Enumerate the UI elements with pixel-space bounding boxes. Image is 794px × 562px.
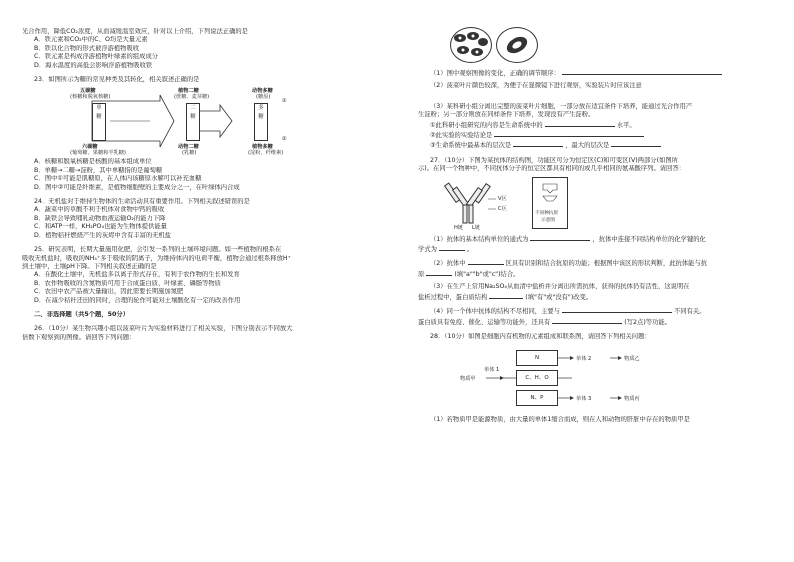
answer-blank[interactable] <box>611 140 661 147</box>
element-np-box: N、P <box>516 390 558 406</box>
plant-polysaccharide-label: 植物多糖 <box>252 144 273 151</box>
q27-sub-1b <box>418 244 770 254</box>
q27-sub-4b-text: 蛋白质具有免疫、催化、运输等功能外，还具有 <box>418 318 551 326</box>
answer-blank[interactable] <box>562 68 722 75</box>
q26-sub-3a-text: ①此科研小组研究的内容是生命系统中的 <box>430 121 543 129</box>
antigen-box <box>532 177 568 229</box>
q27-sub-4 <box>418 306 770 316</box>
option-a: A．核糖和脱氧核糖是核酸的基本组成单位 <box>34 158 152 166</box>
polysaccharide-box <box>254 103 268 141</box>
antigen-box-label-2: 示意图 <box>541 217 555 223</box>
micrograph-high <box>496 27 538 63</box>
hexose-sub: (葡萄糖、果糖和半乳糖) <box>70 150 126 157</box>
option-c: C．和ATP一样，KH₂PO₄也能为生物体提供能量 <box>34 223 167 231</box>
poly-label: 多 糖 <box>258 105 264 121</box>
q27-sub-1-text: （1）抗体的基本结构单位的通式为 <box>430 235 529 243</box>
option-b: B．缺铁会导致哺乳动物血液运输O₂的能力下降 <box>34 214 166 222</box>
mono-label: 单 糖 <box>96 105 102 121</box>
text-line: 到土壤中，土壤pH下降。下列相关叙述正确的是 <box>22 262 157 270</box>
plant-polysaccharide-sub: (淀粉、纤维素) <box>248 150 284 157</box>
answer-blank[interactable] <box>426 269 452 276</box>
q26-sub-3a <box>418 120 770 130</box>
q26-sub-2: （2）菠菜叶片颜色较深，为便于在显微镜下进行观察，实验装片时应该注意 <box>430 82 642 90</box>
micrograph-low <box>450 27 492 63</box>
right-column <box>418 22 770 425</box>
plant-disaccharide-label: 植物二糖 <box>178 88 199 95</box>
text-line: 生淀粉；另一部分则放在同样条件下培养，发现没有产生淀粉。 <box>418 111 595 119</box>
q27-sub-4b-end: (写2点)等功能。 <box>624 318 671 326</box>
animal-disaccharide-label: 动物二糖 <box>178 144 199 151</box>
q27-sub-4b <box>418 317 770 327</box>
q27-sub-2b-text: 原 <box>418 270 425 278</box>
q27-sub-3b <box>418 292 770 302</box>
pentose-label: 五碳糖 <box>80 88 96 95</box>
q27-sub-4-end: 不同有关。 <box>673 308 706 316</box>
animal-disaccharide-sub: (乳糖) <box>182 150 197 157</box>
q27-sub-1 <box>418 234 770 244</box>
text-line: 吸收无机盐时，吸收的NH₄⁺多于吸收的阴离子，为维持体内的电荷平衡，植物会通过根系释放H⁺ <box>22 254 291 262</box>
q27-sub-1-cont: ，抗体中连接不同结构单位的化学键的化 <box>592 235 706 243</box>
plant-disaccharide-sub: (蔗糖、麦芽糖) <box>174 94 210 101</box>
option-c: C．农田中农产品被大量输出，因此需要长期施加氮肥 <box>34 288 184 296</box>
q26-sub-3b <box>418 130 770 140</box>
di-label: 二 糖 <box>190 105 196 121</box>
answer-blank[interactable] <box>494 130 644 137</box>
q26-sub-3c-mid: ，最大的层次是 <box>565 142 610 150</box>
text-line: 光合作用，降低CO₂浓度，从而减缓温室效应，针对以上介绍，下列说法正确的是 <box>22 28 248 35</box>
organic-matter-diagram <box>460 344 770 412</box>
option-d: D．海水温度的高低会影响浮游植物吸收铁 <box>34 61 153 69</box>
answer-blank[interactable] <box>530 234 590 241</box>
monomer-2-label: 单体 2 <box>576 356 592 363</box>
option-a: A．在酸化土壤中，无机盐多以离子形式存在，有利于农作物的生长和发育 <box>34 271 240 279</box>
monomer-3-label: 单体 3 <box>576 396 592 403</box>
text-line: 示)。在同一个物种中，不同抗体分子的恒定区都具有相同的或几乎相同的氨基酸序列。请回答： <box>418 165 685 173</box>
q26-sub-1-text: （1）图中观察图像的变化，正确的调节顺序： <box>430 70 560 77</box>
text-line: 倍数下观察到的图像。请回答下列问题： <box>22 333 136 341</box>
monomer-1-label: 单体 1 <box>484 367 500 374</box>
q26-sub-3c <box>418 140 770 150</box>
substance-a-label: 物质甲 <box>460 376 476 383</box>
option-b: B．农作物吸收的含氮物质可用于合成蛋白质、叶绿素、磷脂等物质 <box>34 279 221 287</box>
q27-sub-2-cont: 区具有识别和结合抗原的功能；根据图中该区的形状判断，此抗体能与抗 <box>505 260 708 268</box>
substance-b-label: 物质乙 <box>624 356 640 363</box>
hexose-label: 六碳糖 <box>82 144 98 151</box>
option-d: D．植物秸秆燃烧产生的灰烬中含有丰富的无机盐 <box>34 231 172 239</box>
animal-polysaccharide-sub: (糖原) <box>256 94 271 101</box>
answer-blank[interactable] <box>489 292 523 299</box>
question-25-stem: 25．研究表明，长期大量施用化肥，会引发一系列的土壤环境问题。如一些植物的根系在 <box>34 246 282 254</box>
question-23-stem: 23．如图所示为糖的常见种类及其转化，相关叙述正确的是 <box>34 76 200 84</box>
q26-sub-1 <box>418 68 770 78</box>
q27-sub-3: （3）在生产上常用Na₂SO₄从血清中盐析并分离出所需抗体，获得的抗体仍有活性，这说明在 <box>430 283 690 291</box>
option-b: B．单糖→二糖→淀粉，其中单糖指的是葡萄糖 <box>34 166 163 174</box>
sugar-diagram <box>70 87 310 155</box>
marker-2: ② <box>282 136 287 143</box>
antigen-shapes <box>533 178 567 208</box>
option-a: A．铁元素和CO₂中的C、O均是大量元素 <box>34 36 148 44</box>
q26-sub-3c-text: ③生命系统中最基本的层次是 <box>430 142 512 150</box>
q26-sub-3a-suffix: 水平。 <box>616 121 636 129</box>
answer-blank[interactable] <box>552 317 622 324</box>
option-c: C．铁元素是构成浮游植物叶绿素的组成成分 <box>34 53 159 61</box>
answer-blank[interactable] <box>468 258 504 265</box>
answer-blank[interactable] <box>439 244 465 251</box>
question-24-stem: 24．无机盐对于维持生物体的生命活动具有重要作用。下列相关叙述错误的是 <box>34 198 250 206</box>
q27-sub-1b-end: 。 <box>466 246 474 254</box>
micrograph-figure <box>450 25 770 65</box>
antigen-box-label-1: 不同种抗原 <box>535 210 558 216</box>
animal-polysaccharide-label: 动物多糖 <box>252 88 273 95</box>
q27-sub-3b-text: 盐析过程中，蛋白质结构 <box>418 293 488 301</box>
q27-sub-2b-end: (填"a""b"或"c")结合。 <box>454 270 520 278</box>
option-d: D．在减少秸秆还田的同时，合理的轮作可能对土壤酸化有一定的改善作用 <box>34 296 241 304</box>
q27-sub-1b-text: 学式为 <box>418 246 437 254</box>
q27-sub-4-text: （4）同一个体中抗体的结构不尽相同，主要与 <box>430 308 560 316</box>
option-b: B．铁以化合物的形式被浮游植物吸收 <box>34 44 140 52</box>
q27-sub-3b-end: (填"有"或"没有")改变。 <box>525 293 593 301</box>
antibody-figure <box>428 177 770 231</box>
answer-blank[interactable] <box>513 140 563 147</box>
question-27-stem: 27．（10分）下图为某抗体的结构图，功能区可分为恒定区(C)和可变区(V)两部分(如图所 <box>430 156 678 164</box>
l-chain-label: L链 <box>472 224 481 231</box>
v-region-label: V区 <box>498 195 507 202</box>
pentose-sub: (核糖和脱氧核糖) <box>70 94 111 101</box>
substance-c-label: 物质丙 <box>624 396 640 403</box>
option-c: C．图中①可能是肌糖原，在人体内该糖原水解可以补充血糖 <box>34 175 202 183</box>
antibody-structure <box>428 177 548 231</box>
answer-blank[interactable] <box>545 120 615 127</box>
q26-sub-3b-text: ②此实验的实验结论是 <box>430 132 493 140</box>
marker-1: ① <box>282 98 287 105</box>
q26-sub-3: （3）某科研小组分离出完整的菠菜叶片细胞，一部分放在适宜条件下培养，能通过光合作用产 <box>430 102 693 110</box>
option-a: A．蔬菜中的草酸不利于机体对食物中钙的吸收 <box>34 206 165 214</box>
monosaccharide-box <box>92 103 106 141</box>
question-28-stem: 28．（10分）如图是细胞内有机物的元素组成和联系图，请回答下列相关问题： <box>430 332 651 340</box>
element-cho-box: C、H、O <box>516 370 558 386</box>
option-d: D．图中②可能是纤维素，是植物细胞壁的主要成分之一，在叶绿体内合成 <box>34 183 240 191</box>
left-column <box>22 28 374 342</box>
q28-sub-1: （1）若物质甲是能源物质，由大量的单体1缩合而成，则在人和动物的肝脏中存在的物质甲是 <box>430 416 690 424</box>
micrograph-low-cells <box>451 28 491 62</box>
answer-blank[interactable] <box>562 306 672 313</box>
section-heading: 二、非选择题（共5个题，50分） <box>34 310 130 318</box>
q27-sub-2b <box>418 269 770 279</box>
h-chain-label: H链 <box>454 224 464 231</box>
q27-sub-2 <box>418 258 770 268</box>
disaccharide-box <box>186 103 200 141</box>
c-region-label: C区 <box>498 205 507 212</box>
element-n-box: N <box>516 350 558 366</box>
question-26-stem: 26．（10分）某生物兴趣小组以菠菜叶片为实验材料进行了相关实验，下图分别表示不同放大 <box>34 325 293 333</box>
micrograph-high-cell <box>497 28 537 62</box>
q27-sub-2-text: （2）抗体中 <box>430 260 466 268</box>
